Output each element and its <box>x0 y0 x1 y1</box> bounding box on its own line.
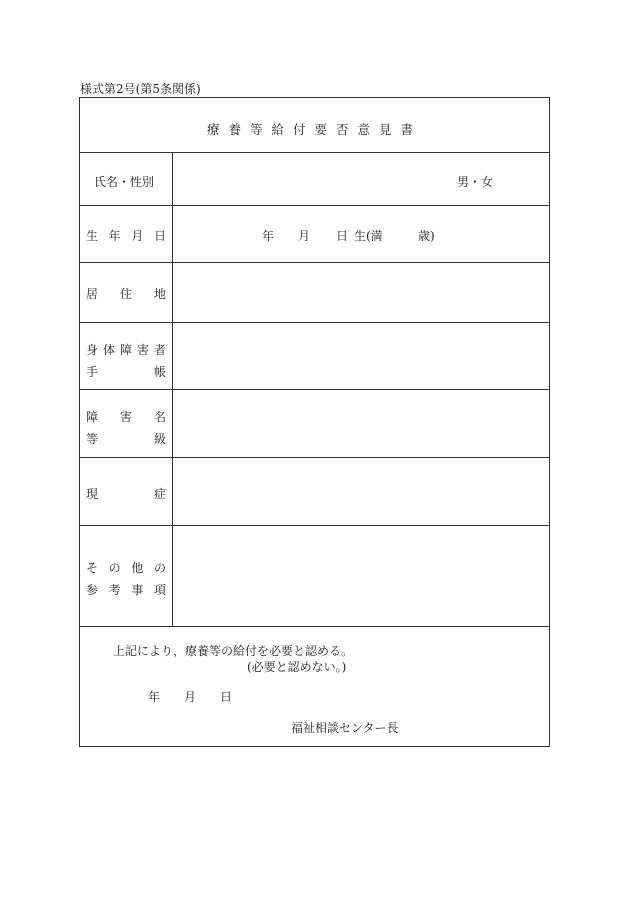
approval-statement: 上記により，療養等の給付を必要と認める。 <box>113 644 354 658</box>
birth-date-label: 生 年 月 日 <box>86 229 166 243</box>
row-divider <box>80 322 549 323</box>
birth-year-unit: 年 <box>262 229 275 243</box>
address-label: 居 住 地 <box>86 287 166 301</box>
age-close-label: 歳) <box>418 229 435 243</box>
row-divider <box>80 205 549 206</box>
row-divider <box>80 626 549 627</box>
name-gender-label: 氏名・性別 <box>94 175 155 189</box>
signatory: 福祉相談センター長 <box>291 721 399 735</box>
gender-choice: 男・女 <box>457 175 494 189</box>
disability-grade-label: 障 害 名 等 級 <box>86 410 166 446</box>
birth-day-unit: 日 <box>336 229 349 243</box>
form-number: 様式第2号(第5条関係) <box>80 82 201 96</box>
row-divider <box>80 457 549 458</box>
form-title: 療養等給付要否意見書 <box>206 122 422 137</box>
opinion-form <box>79 97 550 747</box>
birth-month-unit: 月 <box>298 229 311 243</box>
date-month-unit: 月 <box>184 690 197 704</box>
row-divider <box>80 262 549 263</box>
column-divider <box>172 152 173 626</box>
date-year-unit: 年 <box>148 690 161 704</box>
row-divider <box>80 389 549 390</box>
remarks-label: そ の 他 の 参 考 事 項 <box>86 561 166 597</box>
row-divider <box>80 152 549 153</box>
date-day-unit: 日 <box>220 690 233 704</box>
row-divider <box>80 525 549 526</box>
disability-handbook-label: 身 体 障 害 者 手 帳 <box>86 343 166 379</box>
age-open-label: 生(満 <box>354 229 383 243</box>
non-approval-statement: (必要と認めない。) <box>247 660 347 674</box>
symptoms-label: 現 症 <box>86 487 166 501</box>
